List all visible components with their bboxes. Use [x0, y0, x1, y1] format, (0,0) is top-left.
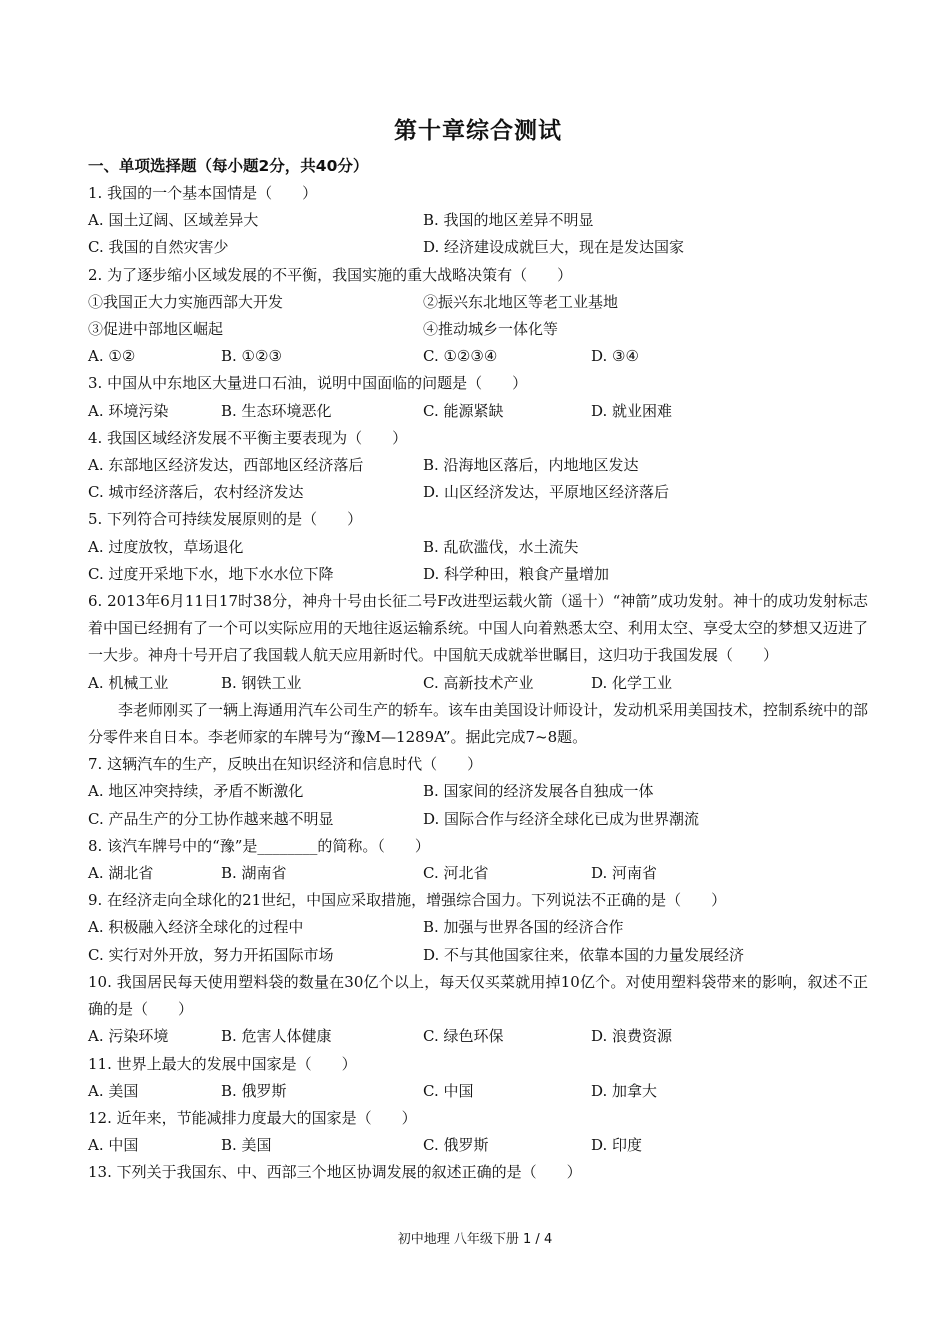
q2-item-3: ③促进中部地区崛起: [88, 320, 224, 339]
q11-option-d: D. 加拿大: [591, 1081, 658, 1100]
q11-option-b: B. 俄罗斯: [221, 1081, 287, 1100]
q6-options: [88, 670, 868, 697]
q3-option-d: D. 就业困难: [591, 401, 673, 420]
q2-options: [88, 343, 868, 370]
q2-option-d: D. ③④: [591, 347, 639, 366]
q2-item-4: ④推动城乡一体化等: [423, 320, 559, 339]
q8-option-a: A. 湖北省: [88, 864, 154, 883]
q3-options: [88, 398, 868, 425]
q2-items-row-1: [88, 289, 868, 316]
q9-options-row-2: [88, 942, 868, 969]
question-12: 12. 近年来，节能减排力度最大的国家是（ ）: [88, 1108, 417, 1127]
q2-option-c: C. ①②③④: [423, 347, 498, 366]
q12-option-a: A. 中国: [88, 1136, 139, 1155]
reading-passage: 李老师刚买了一辆上海通用汽车公司生产的轿车。该车由美国设计师设计，发动机采用美国技术，控制系统中的部分零件来自日本。李老师家的车牌号为“豫M—1289A”。据此完成7~8题。: [88, 700, 869, 747]
q10-option-d: D. 浪费资源: [591, 1027, 673, 1046]
q5-option-c: C. 过度开采地下水，地下水水位下降: [88, 564, 334, 583]
q10-option-b: B. 危害人体健康: [221, 1027, 332, 1046]
q4-option-d: D. 山区经济发达，平原地区经济落后: [423, 483, 670, 502]
q2-option-b: B. ①②③: [221, 347, 282, 366]
question-5: 5. 下列符合可持续发展原则的是（ ）: [88, 510, 363, 529]
q5-option-a: A. 过度放牧，草场退化: [88, 537, 244, 556]
q6-option-b: B. 钢铁工业: [221, 673, 302, 692]
question-3: 3. 中国从中东地区大量进口石油，说明中国面临的问题是（ ）: [88, 374, 528, 393]
q7-option-b: B. 国家间的经济发展各自独成一体: [423, 782, 654, 801]
q9-options-row-1: [88, 914, 868, 941]
q7-options-row-1: [88, 778, 868, 805]
q6-option-c: C. 高新技术产业: [423, 673, 534, 692]
q11-option-c: C. 中国: [423, 1081, 474, 1100]
question-11: 11. 世界上最大的发展中国家是（ ）: [88, 1054, 357, 1073]
q1-option-a: A. 国土辽阔、区域差异大: [88, 211, 259, 230]
q2-items-row-2: [88, 316, 868, 343]
q4-options-row-2: [88, 479, 868, 506]
q12-option-d: D. 印度: [591, 1136, 643, 1155]
q7-option-a: A. 地区冲突持续，矛盾不断激化: [88, 782, 304, 801]
q4-option-a: A. 东部地区经济发达，西部地区经济落后: [88, 456, 364, 475]
q5-options-row-1: [88, 534, 868, 561]
exam-page: [88, 112, 868, 1187]
q4-option-c: C. 城市经济落后，农村经济发达: [88, 483, 304, 502]
q6-option-d: D. 化学工业: [591, 673, 673, 692]
q5-options-row-2: [88, 561, 868, 588]
section-heading: 一、单项选择题（每小题2分，共40分）: [88, 157, 369, 175]
q4-option-b: B. 沿海地区落后，内地地区发达: [423, 456, 639, 475]
q2-item-1: ①我国正大力实施西部大开发: [88, 292, 284, 311]
q1-options-row-2: [88, 234, 868, 261]
q7-option-d: D. 国际合作与经济全球化已成为世界潮流: [423, 809, 700, 828]
q7-option-c: C. 产品生产的分工协作越来越不明显: [88, 809, 334, 828]
q8-option-c: C. 河北省: [423, 864, 489, 883]
question-9: 9. 在经济走向全球化的21世纪，中国应采取措施，增强综合国力。下列说法不正确的是（ ）: [88, 891, 727, 910]
question-8: 8. 该汽车牌号中的“豫”是________的简称。（ ）: [88, 836, 430, 855]
q6-option-a: A. 机械工业: [88, 673, 169, 692]
q9-option-c: C. 实行对外开放，努力开拓国际市场: [88, 945, 334, 964]
question-13: 13. 下列关于我国东、中、西部三个地区协调发展的叙述正确的是（ ）: [88, 1163, 582, 1182]
q9-option-a: A. 积极融入经济全球化的过程中: [88, 918, 304, 937]
q3-option-c: C. 能源紧缺: [423, 401, 504, 420]
q10-option-c: C. 绿色环保: [423, 1027, 504, 1046]
q10-options: [88, 1023, 868, 1050]
q11-options: [88, 1078, 868, 1105]
q5-option-b: B. 乱砍滥伐，水土流失: [423, 537, 579, 556]
q1-option-b: B. 我国的地区差异不明显: [423, 211, 594, 230]
q10-option-a: A. 污染环境: [88, 1027, 169, 1046]
q2-option-a: A. ①②: [88, 347, 136, 366]
q2-item-2: ②振兴东北地区等老工业基地: [423, 292, 619, 311]
q1-options-row-1: [88, 207, 868, 234]
question-4: 4. 我国区域经济发展不平衡主要表现为（ ）: [88, 428, 408, 447]
q5-option-d: D. 科学种田，粮食产量增加: [423, 564, 610, 583]
q12-option-c: C. 俄罗斯: [423, 1136, 489, 1155]
q8-option-d: D. 河南省: [591, 864, 658, 883]
page-footer: 初中地理 八年级下册 1 / 4: [397, 1232, 553, 1247]
q8-option-b: B. 湖南省: [221, 864, 287, 883]
q3-option-b: B. 生态环境恶化: [221, 401, 332, 420]
q4-options-row-1: [88, 452, 868, 479]
exam-title: 第十章综合测试: [394, 118, 562, 144]
q3-option-a: A. 环境污染: [88, 401, 169, 420]
q1-option-d: D. 经济建设成就巨大，现在是发达国家: [423, 238, 685, 257]
q11-option-a: A. 美国: [88, 1081, 139, 1100]
question-2: 2. 为了逐步缩小区域发展的不平衡，我国实施的重大战略决策有（ ）: [88, 265, 573, 284]
q9-option-b: B. 加强与世界各国的经济合作: [423, 918, 624, 937]
q8-options: [88, 860, 868, 887]
question-10: 10. 我国居民每天使用塑料袋的数量在30亿个以上，每天仅买菜就用掉10亿个。对使用塑料袋带来的影响，叙述不正确的是（ ）: [88, 972, 868, 1019]
question-7: 7. 这辆汽车的生产，反映出在知识经济和信息时代（ ）: [88, 755, 483, 774]
q1-option-c: C. 我国的自然灾害少: [88, 238, 229, 257]
question-6: 6. 2013年6月11日17时38分，神舟十号由长征二号F改进型运载火箭（遥十）“神箭”成功发射。神十的成功发射标志着中国已经拥有了一个可以实际应用的天地往返运输系统。中国人向着熟悉太空、利用太空、享受太空的梦想又迈进了一大步。神舟十号开启了我国载人航天应用新时代。中国航天成就举世瞩目，这归功于我国发展（ ）: [88, 592, 869, 665]
q12-options: [88, 1132, 868, 1159]
question-1: 1. 我国的一个基本国情是（ ）: [88, 184, 318, 202]
q9-option-d: D. 不与其他国家往来，依靠本国的力量发展经济: [423, 945, 745, 964]
q12-option-b: B. 美国: [221, 1136, 272, 1155]
q7-options-row-2: [88, 806, 868, 833]
